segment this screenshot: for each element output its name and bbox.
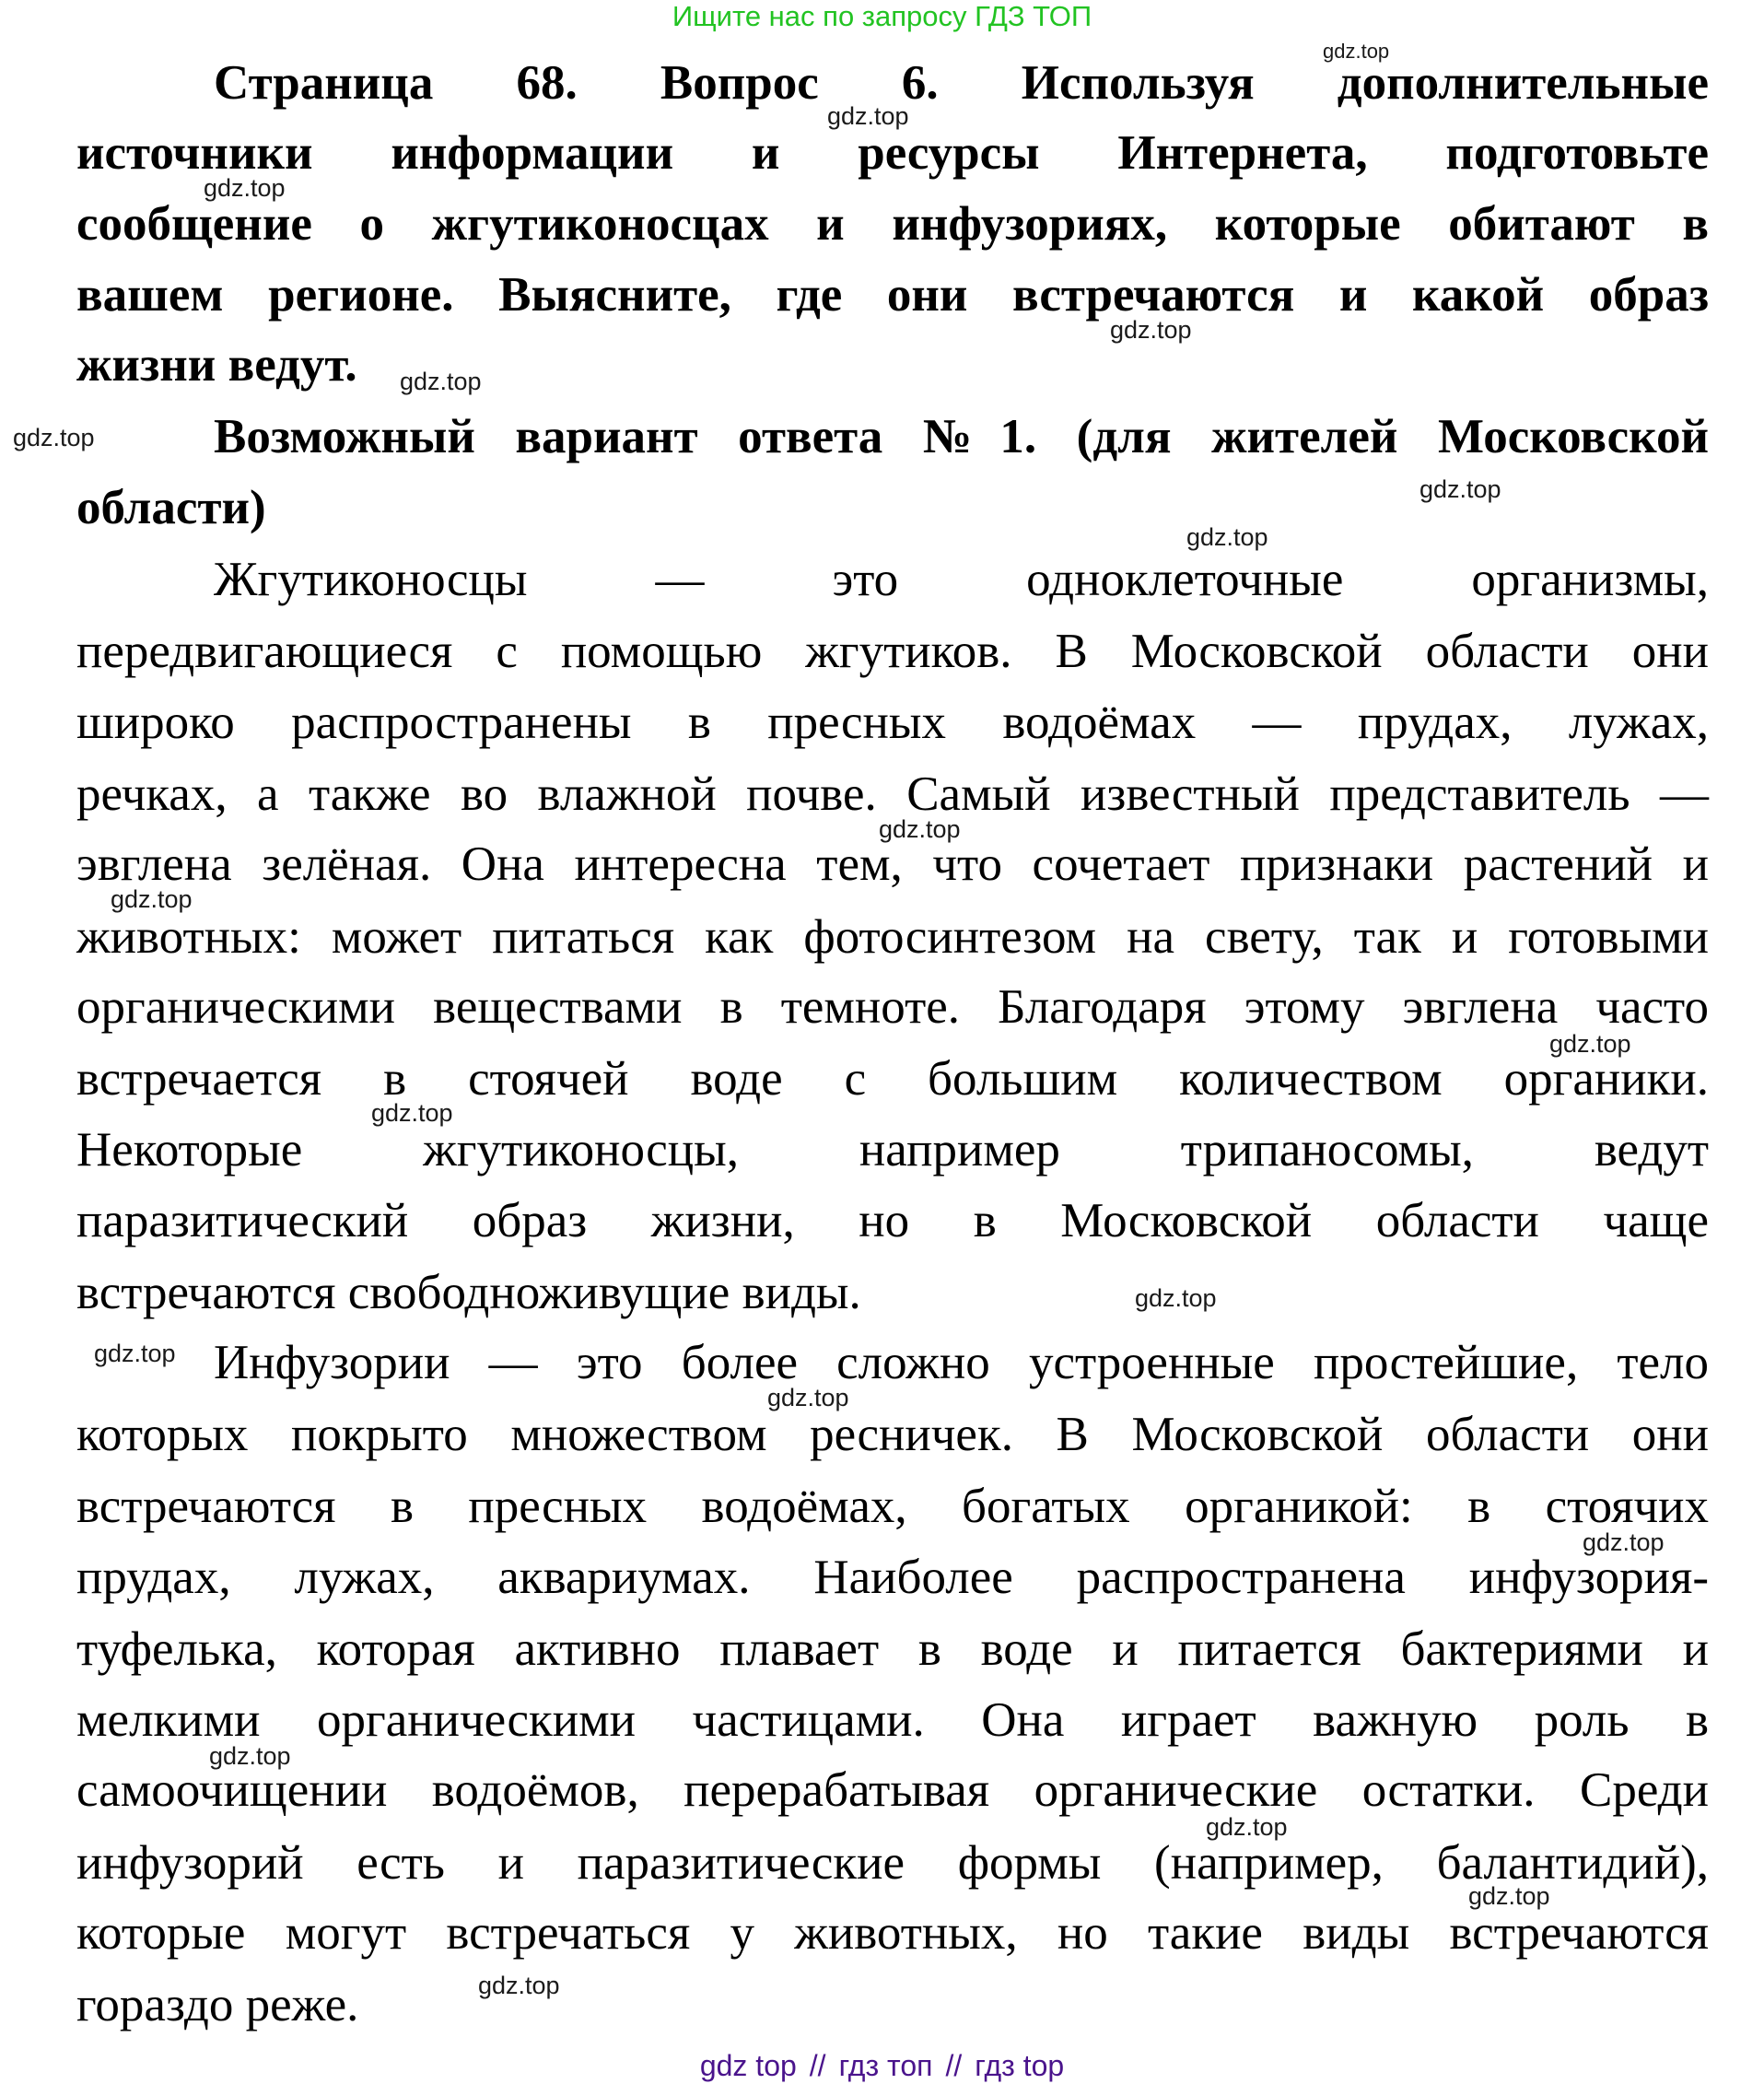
paragraph-flagellates-line: речках, а также во влажной почве. Самый известный представитель — (76, 767, 1709, 821)
watermark: gdz.top (1206, 1813, 1288, 1841)
watermark: gdz.top (478, 1972, 560, 1999)
watermark: gdz.top (827, 102, 909, 130)
paragraph-flagellates-line: Жгутиконосцы — это одноклеточные организмы, (214, 553, 1709, 606)
footer-links (0, 2047, 1764, 2084)
paragraph-ciliates-line: Инфузории — это более сложно устроенные простейшие, тело (214, 1336, 1709, 1389)
footer-link-gdz-top-ru[interactable]: гдз топ (838, 2049, 933, 2082)
watermark: gdz.top (1323, 40, 1390, 63)
footer-separator: // (945, 2049, 963, 2082)
search-hint-banner: Ищите нас по запросу ГДЗ ТОП (672, 0, 1092, 32)
watermark: gdz.top (767, 1384, 849, 1411)
paragraph-flagellates-line: органическими веществами в темноте. Благодаря этому эвглена часто (76, 980, 1709, 1034)
paragraph-ciliates-line: прудах, лужах, аквариумах. Наиболее распространена инфузория- (76, 1551, 1709, 1604)
paragraph-flagellates-line: встречается в стоячей воде с большим количеством органики. (76, 1052, 1709, 1106)
footer-link-gdz-top-mixed[interactable]: гдз top (975, 2049, 1065, 2082)
watermark: gdz.top (13, 424, 95, 451)
watermark: gdz.top (94, 1340, 176, 1367)
watermark: gdz.top (1468, 1882, 1550, 1910)
watermark: gdz.top (400, 368, 482, 395)
question-line-4: вашем регионе. Выясните, где они встречаются и какой образ (76, 268, 1709, 322)
watermark: gdz.top (1549, 1030, 1631, 1058)
watermark: gdz.top (1110, 316, 1192, 344)
question-line-5: жизни ведут. (76, 338, 357, 392)
question-line-2: источники информации и ресурсы Интернета, подготовьте (76, 126, 1709, 180)
answer-heading-line-1: Возможный вариант ответа №1. (для жителей Московской (214, 410, 1709, 463)
watermark: gdz.top (1186, 523, 1268, 551)
paragraph-flagellates-line: Некоторые жгутиконосцы, например трипаносомы, ведут (76, 1123, 1709, 1177)
watermark: gdz.top (371, 1099, 453, 1127)
answer-heading-line-2: области) (76, 481, 266, 534)
paragraph-flagellates-line: широко распространены в пресных водоёмах — прудах, лужах, (76, 696, 1709, 749)
footer-separator: // (809, 2049, 826, 2082)
watermark: gdz.top (209, 1742, 291, 1770)
footer-link-gdz-top[interactable]: gdz top (699, 2049, 797, 2082)
paragraph-flagellates-line: передвигающиеся с помощью жгутиков. В Московской области они (76, 625, 1709, 678)
watermark: gdz.top (204, 174, 286, 202)
paragraph-ciliates-line: которые могут встречаться у животных, но такие виды встречаются (76, 1906, 1709, 1960)
question-line-3: сообщение о жгутиконосцах и инфузориях, которые обитают в (76, 197, 1709, 251)
paragraph-flagellates-line: паразитический образ жизни, но в Московской области чаще (76, 1194, 1709, 1247)
paragraph-ciliates-line: гораздо реже. (76, 1978, 359, 2031)
watermark: gdz.top (1583, 1528, 1665, 1556)
paragraph-flagellates-line: эвглена зелёная. Она интересна тем, что сочетает признаки растений и (76, 837, 1709, 891)
paragraph-ciliates-line: которых покрыто множеством ресничек. В Московской области они (76, 1408, 1709, 1461)
paragraph-flagellates-line: встречаются свободноживущие виды. (76, 1266, 861, 1319)
paragraph-ciliates-line: самоочищении водоёмов, перерабатывая органические остатки. Среди (76, 1763, 1709, 1817)
paragraph-ciliates-line: инфузорий есть и паразитические формы (например, балантидий), (76, 1836, 1709, 1890)
paragraph-ciliates-line: мелкими органическими частицами. Она играет важную роль в (76, 1693, 1709, 1747)
question-line-1: Страница 68. Вопрос 6. Используя дополнительные (214, 56, 1709, 110)
watermark: gdz.top (1135, 1284, 1217, 1312)
watermark: gdz.top (111, 885, 193, 913)
watermark: gdz.top (879, 815, 961, 843)
paragraph-ciliates-line: встречаются в пресных водоёмах, богатых органикой: в стоячих (76, 1480, 1709, 1533)
paragraph-flagellates-line: животных: может питаться как фотосинтезом на свету, так и готовыми (76, 910, 1709, 964)
watermark: gdz.top (1419, 475, 1501, 503)
paragraph-ciliates-line: туфелька, которая активно плавает в воде и питается бактериями и (76, 1622, 1709, 1676)
